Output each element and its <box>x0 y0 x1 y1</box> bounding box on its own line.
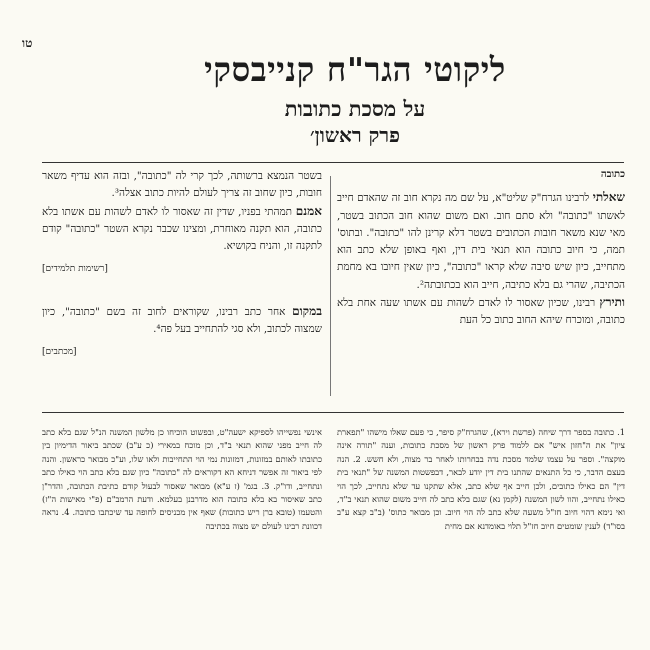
subtitle-tractate: על מסכת כתובות <box>284 96 426 121</box>
para-text: אחר כתב רבינו, שקוראים לחוב זה בשם "כתובה", כיון שמצוה לכתוב, ולא סגי להתחייב בעל פה⁴. <box>42 305 322 336</box>
lead-word: אמנם <box>295 203 322 218</box>
main-title: ליקוטי הגר"ח קנייבסקי <box>204 50 506 89</box>
source-tag: [רשימות תלמידים] <box>42 264 108 275</box>
para-text: תמהתי בפניו, שדין זה שאסור לו לאדם לשהות עם אשתו בלא כתובה, הוא תקנה מאוחרת, ומצינו שכבר נקרא השטר "כתובה" קודם לתקנה זו, והניח בקושיא. <box>42 205 322 253</box>
source-tag: [מכתבים] <box>42 347 77 358</box>
left-para-2 <box>42 203 322 256</box>
lead-word: במקום <box>292 303 322 318</box>
header-rule <box>42 162 624 163</box>
page-number: טו <box>22 36 33 50</box>
footnote-rule <box>42 412 624 413</box>
right-para-1 <box>337 189 625 294</box>
column-divider <box>330 176 331 396</box>
section-header: כתובה <box>600 169 625 180</box>
right-para-2 <box>337 294 625 330</box>
left-para-3 <box>42 303 322 339</box>
lead-word: שאלתי <box>592 190 625 205</box>
lead-word: ותירץ <box>599 295 625 310</box>
footnotes-right: 1. כתובה בספר דרך שיחה (פרשת וירא), שהגרח"ק סיפר, כי פעם שאלו מישהו "תפארת ציון" את ה"חזון איש" אם ללמוד פרק ראשון של מסכת כתובות, וענה "תורה אינה מוקצה". וספר על עצמו שלמד מסכת נדה בבחרותו לאחר בר מצוה, ולא חשש. 2. הנה בעצם הדבר, כי כל התנאים שהתנו בית דין יודע לבאר, דבפשטות המשנה של "תנאי בית דין" הם כאילו כתובים, ולכן חייב אף שלא כתב, אלא שתקנו עד שלא נתחייב, לכך הוי כאילו נתחייב, והוו לשון המשנה (לקמן נא) שגם בלא כתב לה חייב משום שהוא תנאי ב"ד, ואי נימא דהוי חיוב חז"ל משעה שלא כתב לה הוי חיוב. וכן מבואר כתוס' (ב"ב קצא ע"ב בסו"ד) לענין שומטים חיוב חז"ל תלוי באומדנא אם מחית <box>337 427 625 531</box>
right-column <box>337 166 625 330</box>
para-text: רבינו, שכיון שאסור לו לאדם לשהות עם אשתו שעה אחת בלא כתובה, ומוכרח שיהא החוב כתוב כל העת <box>337 297 625 327</box>
subtitle-chapter: פרק ראשון׳ <box>309 123 401 147</box>
left-column <box>42 168 322 362</box>
footnotes-left: אינשי נפשייהו לספיקא ישעה"ט, ובפשוט הוכיחו כן מלשון המשנה הנ"ל שגם בלא כתב לה חייב מפני שהוא תנאי ב"ד, וכן מוכח במאירי (כ ע"ב) שכתב ביאור הדימיון בין כתובתו לאותם במזונות, דמזונות נמי הוי התחייבות ולאו שלו, וע"כ מבואר כראשון. והנה לפי ביאור זה אפשר דניחא הא דקוראים לה "כתובה" כיון שגם בלא כתב הוי כאילו כתב ונתחייב, ודו"ק. 3. בגמ' (ז ע"א) מבואר שאסור לבעול קודם כתיבת הכתובה, והדר"ן כתב שאיסור בא בלא כתובה הוא מדרבנן בעלמא. ודעת הרמב"ם (פ"י מאישות ה"ז) והטעמו (טובא ברן ריש כתובות) שאף אין מכניסים לחופה עד שיכתבו כתובה. 4. נראה דכוונת רבינו לעולם יש מצוה בכתיבה <box>42 427 323 531</box>
left-para-1: בשטר הנמצא ברשותה, לכך קרי לה "כתובה", ובזה הוא עדיף משאר חובות, כיון שחוב זה צריך לעולם להיות כתוב אצלה³. <box>42 170 322 200</box>
para-text: לרבינו הגרח"ק שליט"א, על שם מה נקרא חוב זה שהאדם חייב לאשתו "כתובה" ולא סתם חוב. ואם משום שהוא חוב הכתוב בשטר, מאי שנא משאר חובות הכתובים בשטר דלא קרינן להו "כתובה". ובתוס' תמה, כי חיוב כתובה הוא תנאי בית דין, ואף באופן שלא כתב הוא מתחייב, כיון שיש סיבה שלא קראו "כתובה", כיון שאין חיובו בא מחמת הכתיבה, שהרי גם בלא כתיבה, חייב הוא בכתובתה². <box>337 192 625 291</box>
